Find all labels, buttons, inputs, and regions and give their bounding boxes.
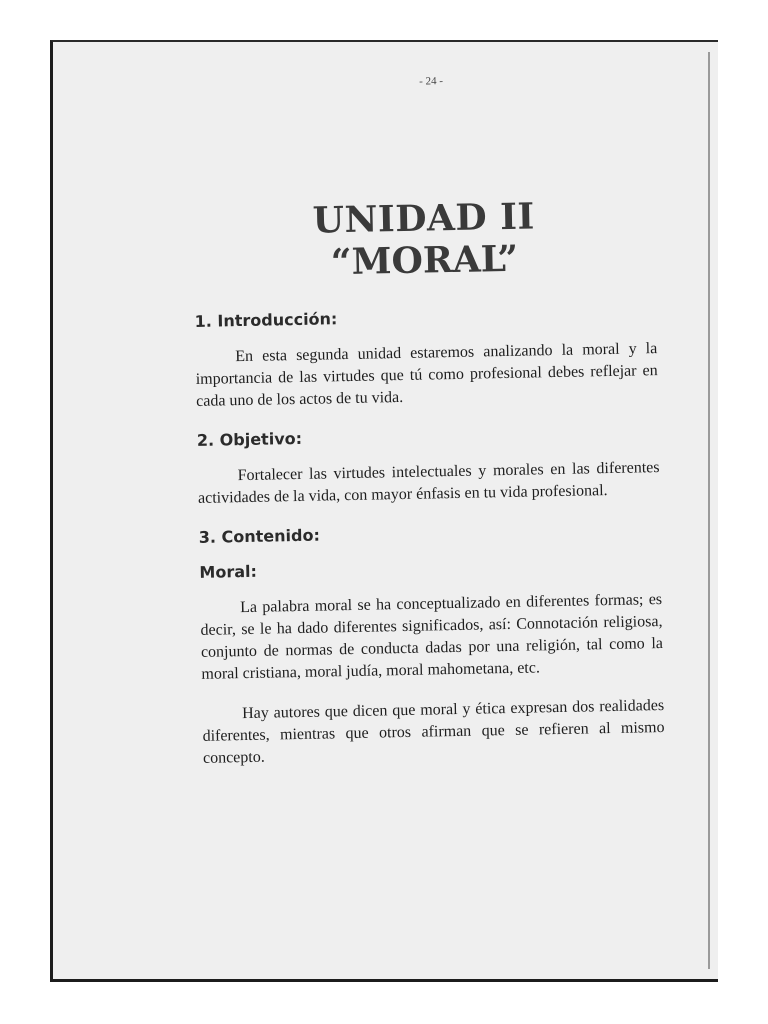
moral-paragraph-2: Hay autores que dicen que moral y ética expresan dos realidades diferentes, mientras que otros afirman que se refieren al mismo concepto. xyxy=(202,697,665,767)
intro-heading: 1. Introducción: xyxy=(194,309,338,331)
page-number: - 24 - xyxy=(419,75,444,88)
moral-subheading: Moral: xyxy=(199,561,258,582)
content-heading: 3. Contenido: xyxy=(198,525,321,547)
document-page xyxy=(190,71,666,788)
objective-paragraph: Fortalecer las virtudes intelectuales y morales en las diferentes actividades de la vida, con mayor énfasis en tu vida profesional. xyxy=(197,459,660,507)
intro-paragraph: En esta segunda unidad estaremos analizando la moral y la importancia de las virtudes que tú como profesional debes reflejar en cada uno de los actos de tu vida. xyxy=(195,340,658,410)
unit-subtitle: “MORAL” xyxy=(330,237,519,284)
unit-title: UNIDAD II xyxy=(312,195,536,242)
objective-heading: 2. Objetivo: xyxy=(196,428,303,450)
moral-paragraph-1: La palabra moral se ha conceptualizado en diferentes formas; es decir, se le ha dado diferentes significados, así: Connotación religiosa, conjunto de normas de conducta dadas por una religión, tal como la moral cristiana, moral judía, moral mahometana, etc. xyxy=(200,591,664,683)
